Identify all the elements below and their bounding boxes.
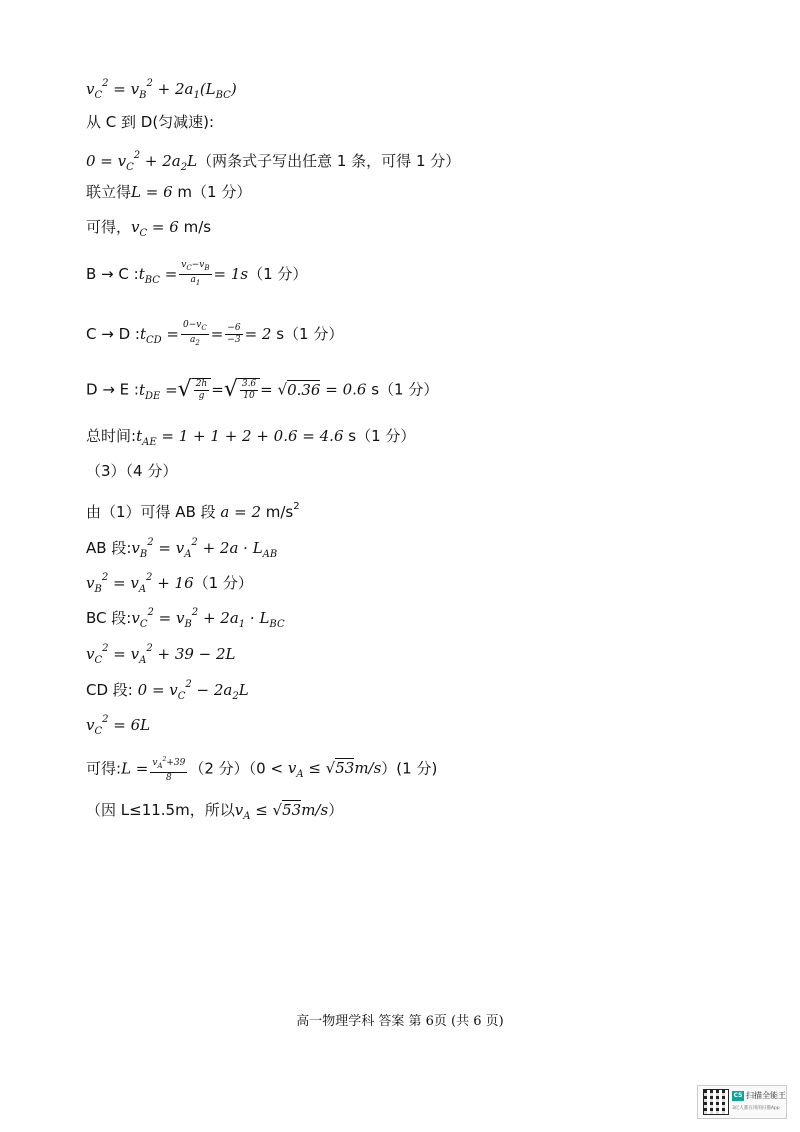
eq-ab-segment: AB 段$:v_B^2 = v_A^2 + 2a \cdot L_{AB}$ <box>86 537 278 560</box>
text-ab-acceleration: 由（1）可得 AB 段 a = 2 $m/s^2$ <box>86 501 300 521</box>
text-constraint-note: （因 L≤11.5m，所以$v_A \le √53m/s$） <box>86 801 344 822</box>
eq-t-cd: C → D $:t_{CD}$ = $\frac{0-v_C}{a_2}$ = $\frac{-6}{-3}$ = 2 s（1 分） <box>86 320 344 347</box>
page-footer: 高一物理学科 答案 第 6页 (共 6 页) <box>296 1014 504 1029</box>
section-3-heading: （3）（4 分） <box>86 462 178 480</box>
eq-total-time: 总时间$:t_{AE} = 1 + 1 + 2 + 0.6 = 4.6$ s（1 分） <box>86 427 416 448</box>
eq-t-bc: B → C $:t_{BC}$ = $\frac{v_C-v_B}{a_1}$ = 1s（1 分） <box>86 260 308 287</box>
text-c-to-d: 从 C 到 D(匀减速): <box>86 113 215 131</box>
eq-bc-segment: BC 段$:v_C^2 = v_B^2 + 2a_1 \cdot L_{BC}$ <box>86 607 285 630</box>
camscanner-logo-icon: CS <box>733 1092 743 1099</box>
eq-vc-squared-l: $v_C^2 = v_A^2 + 39 - 2L$ <box>86 643 236 666</box>
eq-cd-deceleration: $0 = v_C^2 + 2a_2L$（两条式子写出任意 1 条，可得 1 分） <box>86 150 461 173</box>
eq-vb-squared: $v_B^2 = v_A^2 + 16(1$ 分） <box>86 572 253 595</box>
eq-vc-squared-6l: $v_C^2 = 6L$ <box>86 714 151 737</box>
text-vc-result: 可得，$v_C = 6$ m/s <box>86 218 212 239</box>
eq-l-result: 可得:L = $\frac{v_A^2+39}{8}$ （2 分）$(0 < v_A \le √53m/s)(1$ 分) <box>86 756 438 783</box>
scanner-tagline: 3亿人都在用的扫描App <box>732 1106 780 1111</box>
text-solve-l: 联立得L = 6 m（1 分） <box>86 183 252 201</box>
scanner-watermark <box>697 1085 787 1119</box>
scanner-app-name: 扫描全能王 <box>746 1091 786 1100</box>
eq-cd-segment: CD 段: $0 = v_C^2 - 2a_2L$ <box>86 679 249 702</box>
eq-t-de: D → E $:t_{DE}$ =√ $\frac{2h}{g}$ =√ $\frac{3.6}{10}$ = √0.36 = 0.6 s（1 分） <box>86 377 439 402</box>
eq-vc-squared-bc: $v_C^2 = v_B^2 + 2a_1(L_{BC})$ <box>86 78 237 101</box>
